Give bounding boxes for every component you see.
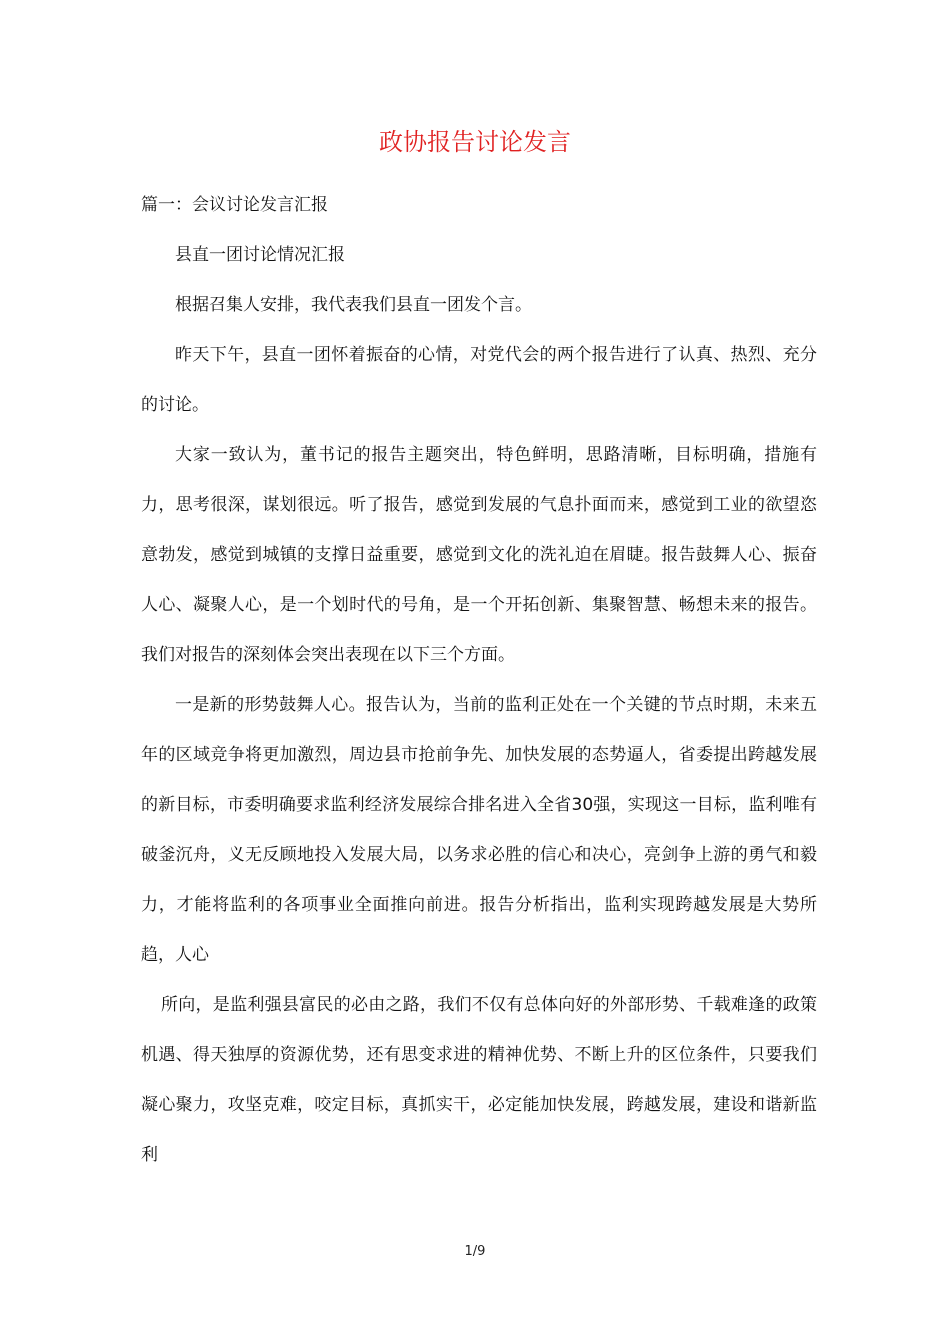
page-number: 1/9: [464, 1244, 486, 1259]
paragraph: 昨天下午，县直一团怀着振奋的心情，对党代会的两个报告进行了认真、热烈、充分的讨论。: [141, 345, 817, 415]
section-heading: 篇一：会议讨论发言汇报: [141, 195, 328, 215]
paragraph: 一是新的形势鼓舞人心。报告认为，当前的监利正处在一个关键的节点时期，未来五年的区域竞争将更加激烈，周边县市抢前争先、加快发展的态势逼人，省委提出跨越发展的新目标，市委明确要求监利经济发展综合排名进入全省30强，实现这一目标，监利唯有破釜沉舟，义无反顾地投入发展大局，以务求必胜的信心和决心，亮剑争上游的勇气和毅力，才能将监利的各项事业全面推向前进。报告分析指出，监利实现跨越发展是大势所趋，人心: [141, 695, 817, 965]
document-body: [141, 180, 817, 1180]
paragraph: 所向，是监利强县富民的必由之路，我们不仅有总体向好的外部形势、千载难逢的政策机遇、得天独厚的资源优势，还有思变求进的精神优势、不断上升的区位条件，只要我们凝心聚力，攻坚克难，咬定目标，真抓实干，必定能加快发展，跨越发展，建设和谐新监利: [141, 995, 817, 1165]
document-title: 政协报告讨论发言: [379, 128, 571, 156]
paragraph: 大家一致认为，董书记的报告主题突出，特色鲜明，思路清晰，目标明确，措施有力，思考很深，谋划很远。听了报告，感觉到发展的气息扑面而来，感觉到工业的欲望恣意勃发，感觉到城镇的支撑日益重要，感觉到文化的洗礼迫在眉睫。报告鼓舞人心、振奋人心、凝聚人心，是一个划时代的号角，是一个开拓创新、集聚智慧、畅想未来的报告。我们对报告的深刻体会突出表现在以下三个方面。: [141, 445, 817, 665]
paragraph: 根据召集人安排，我代表我们县直一团发个言。: [175, 295, 532, 315]
report-subtitle: 县直一团讨论情况汇报: [175, 245, 345, 265]
